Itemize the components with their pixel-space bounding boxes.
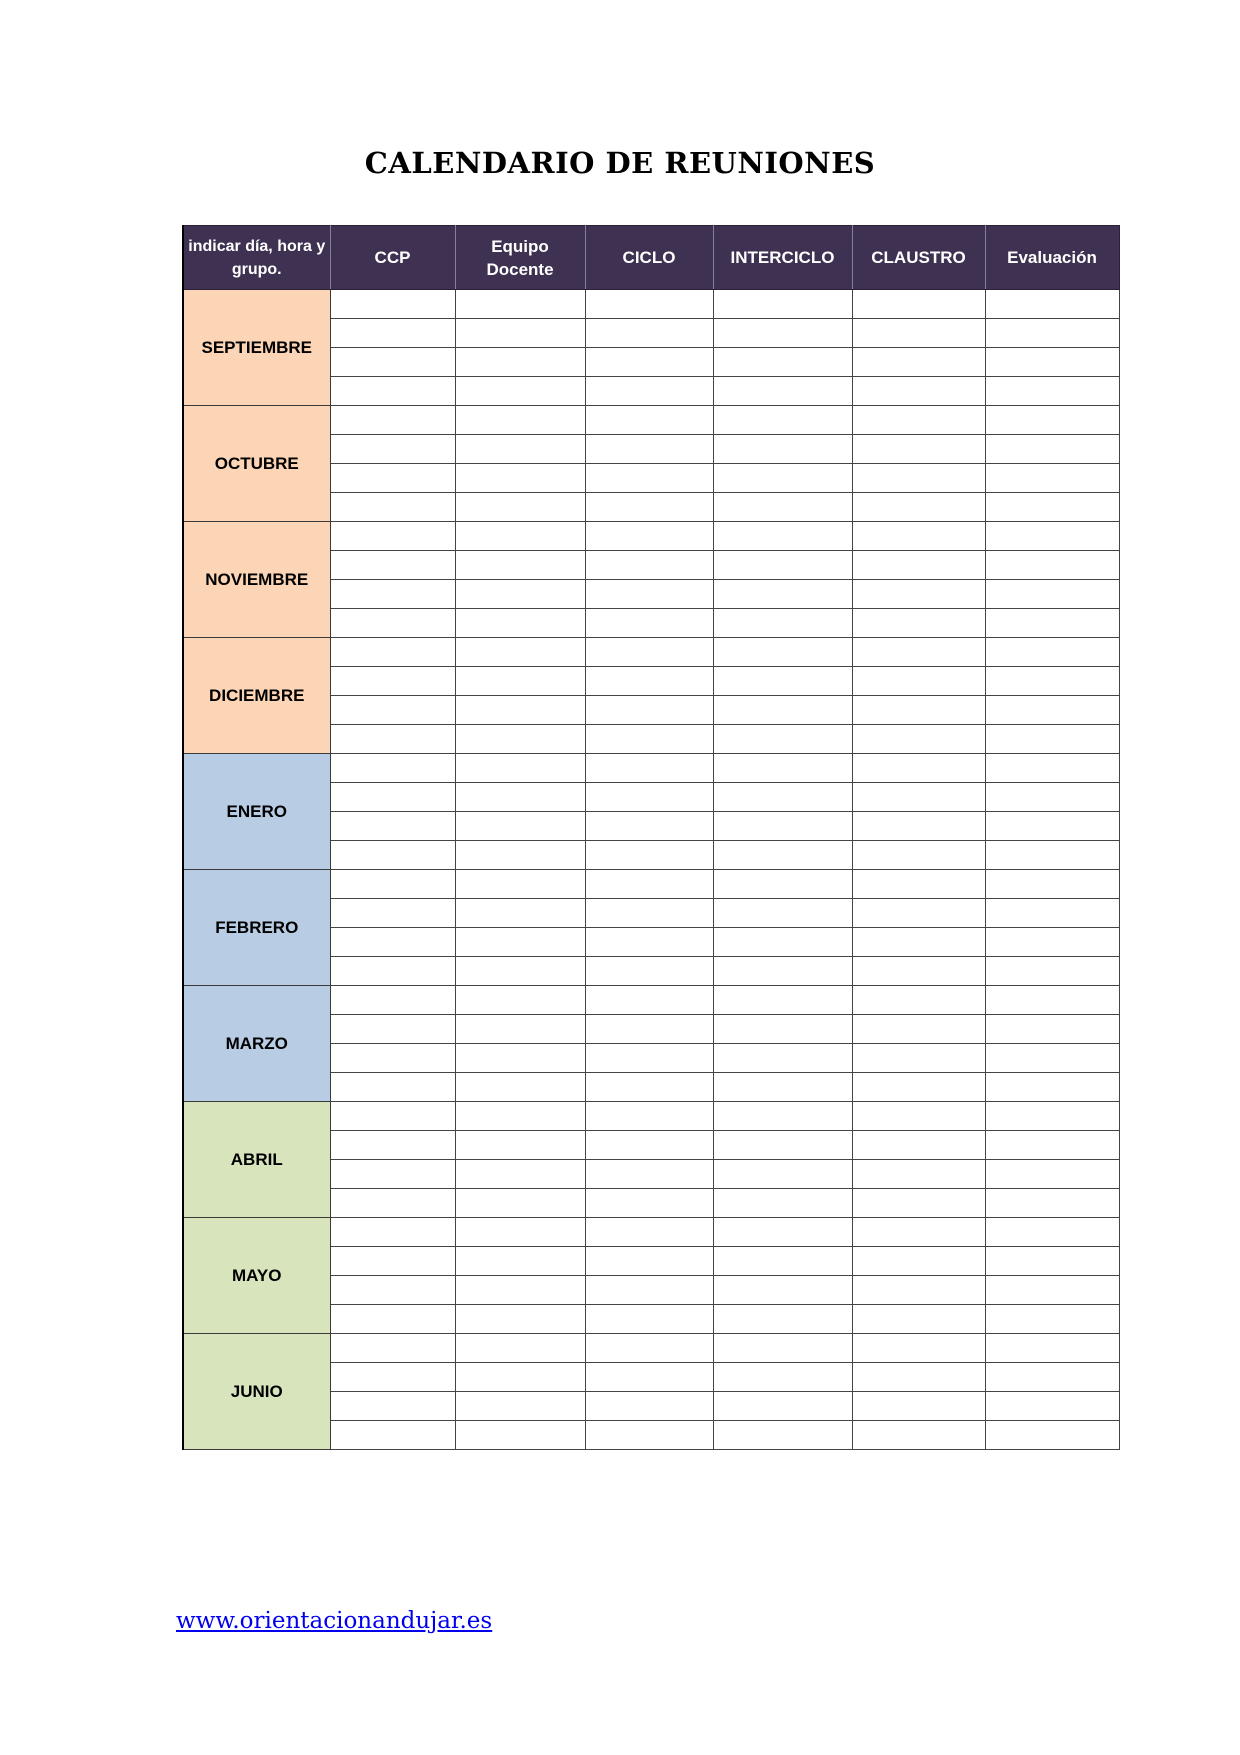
entry-cell-claustro[interactable] <box>852 1392 985 1421</box>
entry-cell-interciclo[interactable] <box>713 1073 852 1102</box>
entry-cell-evaluacion[interactable] <box>985 290 1119 319</box>
entry-cell-equipo-docente[interactable] <box>455 667 585 696</box>
entry-cell-claustro[interactable] <box>852 377 985 406</box>
entry-cell-ccp[interactable] <box>330 783 455 812</box>
entry-cell-claustro[interactable] <box>852 783 985 812</box>
entry-cell-evaluacion[interactable] <box>985 319 1119 348</box>
entry-cell-evaluacion[interactable] <box>985 928 1119 957</box>
entry-cell-claustro[interactable] <box>852 493 985 522</box>
entry-cell-evaluacion[interactable] <box>985 580 1119 609</box>
header-ciclo: CICLO <box>585 226 713 290</box>
entry-cell-equipo-docente[interactable] <box>455 522 585 551</box>
entry-cell-interciclo[interactable] <box>713 348 852 377</box>
entry-cell-ccp[interactable] <box>330 1073 455 1102</box>
entry-cell-interciclo[interactable] <box>713 1363 852 1392</box>
table-header-row <box>183 226 1119 290</box>
entry-cell-ciclo[interactable] <box>585 580 713 609</box>
entry-cell-ccp[interactable] <box>330 1131 455 1160</box>
entry-cell-interciclo[interactable] <box>713 986 852 1015</box>
entry-cell-evaluacion[interactable] <box>985 1392 1119 1421</box>
entry-cell-claustro[interactable] <box>852 464 985 493</box>
entry-cell-interciclo[interactable] <box>713 609 852 638</box>
entry-cell-interciclo[interactable] <box>713 290 852 319</box>
entry-cell-interciclo[interactable] <box>713 812 852 841</box>
entry-cell-ciclo[interactable] <box>585 435 713 464</box>
entry-cell-interciclo[interactable] <box>713 1392 852 1421</box>
entry-cell-ciclo[interactable] <box>585 783 713 812</box>
entry-cell-ciclo[interactable] <box>585 1247 713 1276</box>
entry-cell-equipo-docente[interactable] <box>455 1073 585 1102</box>
entry-cell-ciclo[interactable] <box>585 841 713 870</box>
entry-cell-ciclo[interactable] <box>585 1218 713 1247</box>
entry-cell-ciclo[interactable] <box>585 667 713 696</box>
entry-cell-evaluacion[interactable] <box>985 522 1119 551</box>
entry-cell-evaluacion[interactable] <box>985 348 1119 377</box>
entry-cell-claustro[interactable] <box>852 667 985 696</box>
entry-cell-interciclo[interactable] <box>713 1218 852 1247</box>
entry-cell-claustro[interactable] <box>852 1363 985 1392</box>
entry-cell-ciclo[interactable] <box>585 1421 713 1450</box>
entry-cell-claustro[interactable] <box>852 435 985 464</box>
entry-cell-ciclo[interactable] <box>585 493 713 522</box>
entry-cell-ciclo[interactable] <box>585 1392 713 1421</box>
entry-cell-ccp[interactable] <box>330 696 455 725</box>
entry-cell-equipo-docente[interactable] <box>455 609 585 638</box>
entry-cell-ccp[interactable] <box>330 1102 455 1131</box>
entry-cell-claustro[interactable] <box>852 696 985 725</box>
entry-cell-evaluacion[interactable] <box>985 435 1119 464</box>
entry-cell-claustro[interactable] <box>852 1073 985 1102</box>
entry-cell-interciclo[interactable] <box>713 1015 852 1044</box>
entry-cell-interciclo[interactable] <box>713 493 852 522</box>
table-body <box>183 290 1119 1450</box>
entry-cell-evaluacion[interactable] <box>985 609 1119 638</box>
entry-cell-interciclo[interactable] <box>713 696 852 725</box>
table-row <box>183 754 1119 783</box>
entry-cell-interciclo[interactable] <box>713 1131 852 1160</box>
entry-cell-interciclo[interactable] <box>713 1421 852 1450</box>
entry-cell-ciclo[interactable] <box>585 1131 713 1160</box>
entry-cell-ccp[interactable] <box>330 841 455 870</box>
entry-cell-claustro[interactable] <box>852 348 985 377</box>
entry-cell-equipo-docente[interactable] <box>455 435 585 464</box>
entry-cell-ccp[interactable] <box>330 493 455 522</box>
entry-cell-ciclo[interactable] <box>585 1044 713 1073</box>
entry-cell-evaluacion[interactable] <box>985 493 1119 522</box>
entry-cell-ciclo[interactable] <box>585 986 713 1015</box>
entry-cell-ccp[interactable] <box>330 522 455 551</box>
entry-cell-evaluacion[interactable] <box>985 406 1119 435</box>
table-row <box>183 522 1119 551</box>
entry-cell-evaluacion[interactable] <box>985 1421 1119 1450</box>
entry-cell-interciclo[interactable] <box>713 1044 852 1073</box>
entry-cell-evaluacion[interactable] <box>985 696 1119 725</box>
entry-cell-ccp[interactable] <box>330 1392 455 1421</box>
entry-cell-evaluacion[interactable] <box>985 1363 1119 1392</box>
entry-cell-ccp[interactable] <box>330 1247 455 1276</box>
entry-cell-evaluacion[interactable] <box>985 899 1119 928</box>
entry-cell-claustro[interactable] <box>852 1305 985 1334</box>
entry-cell-claustro[interactable] <box>852 1247 985 1276</box>
entry-cell-ccp[interactable] <box>330 928 455 957</box>
entry-cell-evaluacion[interactable] <box>985 1305 1119 1334</box>
entry-cell-ccp[interactable] <box>330 348 455 377</box>
entry-cell-ccp[interactable] <box>330 1160 455 1189</box>
page-title: CALENDARIO DE REUNIONES <box>364 146 876 180</box>
entry-cell-claustro[interactable] <box>852 1015 985 1044</box>
entry-cell-interciclo[interactable] <box>713 435 852 464</box>
entry-cell-interciclo[interactable] <box>713 870 852 899</box>
entry-cell-interciclo[interactable] <box>713 841 852 870</box>
entry-cell-ciclo[interactable] <box>585 812 713 841</box>
entry-cell-interciclo[interactable] <box>713 1276 852 1305</box>
entry-cell-equipo-docente[interactable] <box>455 580 585 609</box>
entry-cell-ccp[interactable] <box>330 609 455 638</box>
entry-cell-ciclo[interactable] <box>585 725 713 754</box>
entry-cell-equipo-docente[interactable] <box>455 1363 585 1392</box>
entry-cell-ciclo[interactable] <box>585 870 713 899</box>
month-label-marzo: MARZO <box>183 986 330 1102</box>
entry-cell-evaluacion[interactable] <box>985 1102 1119 1131</box>
entry-cell-evaluacion[interactable] <box>985 464 1119 493</box>
entry-cell-ccp[interactable] <box>330 1305 455 1334</box>
header-equipo-docente: Equipo Docente <box>455 226 585 290</box>
entry-cell-ccp[interactable] <box>330 580 455 609</box>
entry-cell-ccp[interactable] <box>330 1015 455 1044</box>
entry-cell-ciclo[interactable] <box>585 1015 713 1044</box>
entry-cell-evaluacion[interactable] <box>985 551 1119 580</box>
entry-cell-claustro[interactable] <box>852 754 985 783</box>
entry-cell-equipo-docente[interactable] <box>455 1247 585 1276</box>
entry-cell-ccp[interactable] <box>330 319 455 348</box>
entry-cell-equipo-docente[interactable] <box>455 348 585 377</box>
entry-cell-interciclo[interactable] <box>713 522 852 551</box>
entry-cell-claustro[interactable] <box>852 638 985 667</box>
meetings-calendar-table <box>182 225 1120 1450</box>
entry-cell-equipo-docente[interactable] <box>455 1160 585 1189</box>
entry-cell-interciclo[interactable] <box>713 957 852 986</box>
entry-cell-equipo-docente[interactable] <box>455 986 585 1015</box>
header-interciclo: INTERCICLO <box>713 226 852 290</box>
website-link[interactable]: www.orientacionandujar.es <box>176 1608 493 1634</box>
entry-cell-equipo-docente[interactable] <box>455 406 585 435</box>
entry-cell-evaluacion[interactable] <box>985 1160 1119 1189</box>
entry-cell-ciclo[interactable] <box>585 696 713 725</box>
entry-cell-ciclo[interactable] <box>585 754 713 783</box>
header-day-time-group: indicar día, hora y grupo. <box>183 226 330 290</box>
entry-cell-equipo-docente[interactable] <box>455 1421 585 1450</box>
entry-cell-evaluacion[interactable] <box>985 783 1119 812</box>
entry-cell-interciclo[interactable] <box>713 928 852 957</box>
entry-cell-claustro[interactable] <box>852 725 985 754</box>
month-label-junio: JUNIO <box>183 1334 330 1450</box>
entry-cell-equipo-docente[interactable] <box>455 493 585 522</box>
entry-cell-claustro[interactable] <box>852 841 985 870</box>
entry-cell-equipo-docente[interactable] <box>455 1218 585 1247</box>
entry-cell-ciclo[interactable] <box>585 638 713 667</box>
entry-cell-equipo-docente[interactable] <box>455 841 585 870</box>
entry-cell-claustro[interactable] <box>852 580 985 609</box>
entry-cell-claustro[interactable] <box>852 1421 985 1450</box>
entry-cell-evaluacion[interactable] <box>985 841 1119 870</box>
entry-cell-ciclo[interactable] <box>585 377 713 406</box>
month-label-diciembre: DICIEMBRE <box>183 638 330 754</box>
entry-cell-claustro[interactable] <box>852 899 985 928</box>
entry-cell-evaluacion[interactable] <box>985 1276 1119 1305</box>
entry-cell-interciclo[interactable] <box>713 1247 852 1276</box>
entry-cell-equipo-docente[interactable] <box>455 1131 585 1160</box>
month-label-octubre: OCTUBRE <box>183 406 330 522</box>
entry-cell-evaluacion[interactable] <box>985 1334 1119 1363</box>
entry-cell-claustro[interactable] <box>852 609 985 638</box>
entry-cell-ciclo[interactable] <box>585 1160 713 1189</box>
entry-cell-ciclo[interactable] <box>585 928 713 957</box>
entry-cell-equipo-docente[interactable] <box>455 957 585 986</box>
entry-cell-claustro[interactable] <box>852 1044 985 1073</box>
month-label-septiembre: SEPTIEMBRE <box>183 290 330 406</box>
entry-cell-ciclo[interactable] <box>585 1334 713 1363</box>
table-row <box>183 290 1119 319</box>
entry-cell-interciclo[interactable] <box>713 406 852 435</box>
entry-cell-evaluacion[interactable] <box>985 870 1119 899</box>
entry-cell-equipo-docente[interactable] <box>455 1102 585 1131</box>
entry-cell-ciclo[interactable] <box>585 348 713 377</box>
entry-cell-interciclo[interactable] <box>713 638 852 667</box>
entry-cell-evaluacion[interactable] <box>985 1247 1119 1276</box>
entry-cell-claustro[interactable] <box>852 870 985 899</box>
entry-cell-equipo-docente[interactable] <box>455 464 585 493</box>
entry-cell-interciclo[interactable] <box>713 754 852 783</box>
entry-cell-ccp[interactable] <box>330 812 455 841</box>
month-label-noviembre: NOVIEMBRE <box>183 522 330 638</box>
entry-cell-ccp[interactable] <box>330 957 455 986</box>
entry-cell-ciclo[interactable] <box>585 1102 713 1131</box>
entry-cell-equipo-docente[interactable] <box>455 1015 585 1044</box>
entry-cell-equipo-docente[interactable] <box>455 1276 585 1305</box>
entry-cell-claustro[interactable] <box>852 1102 985 1131</box>
entry-cell-claustro[interactable] <box>852 1276 985 1305</box>
header-claustro: CLAUSTRO <box>852 226 985 290</box>
entry-cell-equipo-docente[interactable] <box>455 783 585 812</box>
entry-cell-equipo-docente[interactable] <box>455 725 585 754</box>
entry-cell-evaluacion[interactable] <box>985 1044 1119 1073</box>
entry-cell-ciclo[interactable] <box>585 1073 713 1102</box>
entry-cell-ccp[interactable] <box>330 1421 455 1450</box>
entry-cell-ccp[interactable] <box>330 1276 455 1305</box>
entry-cell-evaluacion[interactable] <box>985 754 1119 783</box>
entry-cell-ciclo[interactable] <box>585 1276 713 1305</box>
entry-cell-ciclo[interactable] <box>585 609 713 638</box>
entry-cell-interciclo[interactable] <box>713 319 852 348</box>
entry-cell-equipo-docente[interactable] <box>455 899 585 928</box>
header-ccp: CCP <box>330 226 455 290</box>
month-label-abril: ABRIL <box>183 1102 330 1218</box>
entry-cell-equipo-docente[interactable] <box>455 1189 585 1218</box>
entry-cell-interciclo[interactable] <box>713 377 852 406</box>
entry-cell-interciclo[interactable] <box>713 725 852 754</box>
entry-cell-ccp[interactable] <box>330 464 455 493</box>
entry-cell-claustro[interactable] <box>852 1131 985 1160</box>
entry-cell-equipo-docente[interactable] <box>455 290 585 319</box>
month-label-mayo: MAYO <box>183 1218 330 1334</box>
table-row <box>183 1102 1119 1131</box>
entry-cell-claustro[interactable] <box>852 957 985 986</box>
entry-cell-ccp[interactable] <box>330 638 455 667</box>
entry-cell-claustro[interactable] <box>852 522 985 551</box>
entry-cell-equipo-docente[interactable] <box>455 1392 585 1421</box>
entry-cell-equipo-docente[interactable] <box>455 319 585 348</box>
entry-cell-ccp[interactable] <box>330 754 455 783</box>
entry-cell-equipo-docente[interactable] <box>455 696 585 725</box>
entry-cell-interciclo[interactable] <box>713 899 852 928</box>
entry-cell-ccp[interactable] <box>330 290 455 319</box>
header-evaluacion: Evaluación <box>985 226 1119 290</box>
entry-cell-interciclo[interactable] <box>713 1102 852 1131</box>
entry-cell-equipo-docente[interactable] <box>455 551 585 580</box>
entry-cell-ccp[interactable] <box>330 986 455 1015</box>
table-row <box>183 1218 1119 1247</box>
entry-cell-ciclo[interactable] <box>585 551 713 580</box>
entry-cell-equipo-docente[interactable] <box>455 638 585 667</box>
entry-cell-evaluacion[interactable] <box>985 638 1119 667</box>
entry-cell-evaluacion[interactable] <box>985 1073 1119 1102</box>
entry-cell-ciclo[interactable] <box>585 406 713 435</box>
entry-cell-ccp[interactable] <box>330 899 455 928</box>
entry-cell-ccp[interactable] <box>330 377 455 406</box>
entry-cell-interciclo[interactable] <box>713 1160 852 1189</box>
entry-cell-interciclo[interactable] <box>713 464 852 493</box>
entry-cell-equipo-docente[interactable] <box>455 870 585 899</box>
entry-cell-claustro[interactable] <box>852 406 985 435</box>
entry-cell-ciclo[interactable] <box>585 1363 713 1392</box>
entry-cell-claustro[interactable] <box>852 812 985 841</box>
entry-cell-interciclo[interactable] <box>713 551 852 580</box>
entry-cell-ccp[interactable] <box>330 551 455 580</box>
entry-cell-equipo-docente[interactable] <box>455 812 585 841</box>
table-row <box>183 406 1119 435</box>
entry-cell-claustro[interactable] <box>852 1160 985 1189</box>
entry-cell-equipo-docente[interactable] <box>455 377 585 406</box>
entry-cell-equipo-docente[interactable] <box>455 1305 585 1334</box>
month-label-febrero: FEBRERO <box>183 870 330 986</box>
entry-cell-ciclo[interactable] <box>585 464 713 493</box>
entry-cell-evaluacion[interactable] <box>985 812 1119 841</box>
entry-cell-evaluacion[interactable] <box>985 1218 1119 1247</box>
entry-cell-interciclo[interactable] <box>713 1305 852 1334</box>
entry-cell-evaluacion[interactable] <box>985 986 1119 1015</box>
entry-cell-ciclo[interactable] <box>585 1305 713 1334</box>
entry-cell-equipo-docente[interactable] <box>455 928 585 957</box>
entry-cell-claustro[interactable] <box>852 928 985 957</box>
entry-cell-evaluacion[interactable] <box>985 377 1119 406</box>
entry-cell-equipo-docente[interactable] <box>455 754 585 783</box>
table-row <box>183 638 1119 667</box>
entry-cell-ccp[interactable] <box>330 1189 455 1218</box>
month-label-enero: ENERO <box>183 754 330 870</box>
entry-cell-ciclo[interactable] <box>585 1189 713 1218</box>
entry-cell-evaluacion[interactable] <box>985 1131 1119 1160</box>
entry-cell-interciclo[interactable] <box>713 1334 852 1363</box>
entry-cell-ciclo[interactable] <box>585 899 713 928</box>
entry-cell-claustro[interactable] <box>852 1189 985 1218</box>
entry-cell-ciclo[interactable] <box>585 957 713 986</box>
entry-cell-equipo-docente[interactable] <box>455 1044 585 1073</box>
entry-cell-claustro[interactable] <box>852 1218 985 1247</box>
entry-cell-interciclo[interactable] <box>713 1189 852 1218</box>
entry-cell-claustro[interactable] <box>852 1334 985 1363</box>
entry-cell-ccp[interactable] <box>330 1363 455 1392</box>
entry-cell-claustro[interactable] <box>852 290 985 319</box>
entry-cell-ccp[interactable] <box>330 667 455 696</box>
table-row <box>183 870 1119 899</box>
entry-cell-claustro[interactable] <box>852 319 985 348</box>
entry-cell-interciclo[interactable] <box>713 783 852 812</box>
entry-cell-ccp[interactable] <box>330 1044 455 1073</box>
entry-cell-ccp[interactable] <box>330 1218 455 1247</box>
entry-cell-interciclo[interactable] <box>713 580 852 609</box>
entry-cell-evaluacion[interactable] <box>985 667 1119 696</box>
entry-cell-ccp[interactable] <box>330 435 455 464</box>
entry-cell-evaluacion[interactable] <box>985 725 1119 754</box>
entry-cell-ciclo[interactable] <box>585 522 713 551</box>
entry-cell-equipo-docente[interactable] <box>455 1334 585 1363</box>
entry-cell-evaluacion[interactable] <box>985 957 1119 986</box>
entry-cell-ccp[interactable] <box>330 1334 455 1363</box>
entry-cell-evaluacion[interactable] <box>985 1189 1119 1218</box>
table-row <box>183 1334 1119 1363</box>
entry-cell-claustro[interactable] <box>852 551 985 580</box>
entry-cell-ccp[interactable] <box>330 870 455 899</box>
entry-cell-interciclo[interactable] <box>713 667 852 696</box>
table-row <box>183 986 1119 1015</box>
entry-cell-ccp[interactable] <box>330 725 455 754</box>
entry-cell-ciclo[interactable] <box>585 290 713 319</box>
entry-cell-ciclo[interactable] <box>585 319 713 348</box>
entry-cell-ccp[interactable] <box>330 406 455 435</box>
entry-cell-claustro[interactable] <box>852 986 985 1015</box>
entry-cell-evaluacion[interactable] <box>985 1015 1119 1044</box>
